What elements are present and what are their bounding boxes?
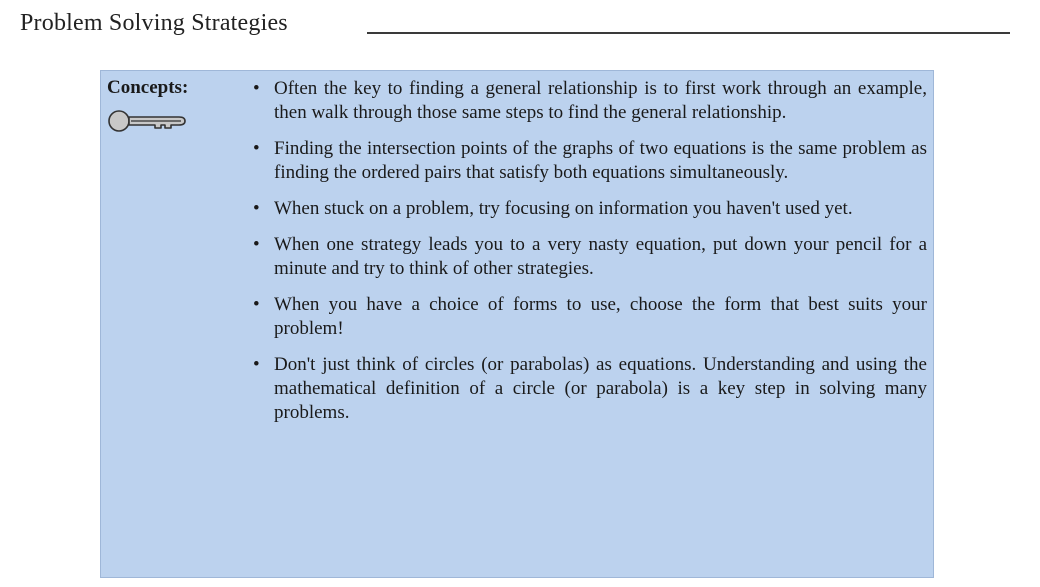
- bullet-icon: •: [253, 294, 260, 315]
- bullet-icon: •: [253, 354, 260, 375]
- bullet-icon: •: [253, 234, 260, 255]
- concept-text: Finding the intersection points of the graphs of two equations is the same problem as finding the ordered pairs that satisfy both equations simultaneously.: [274, 138, 927, 183]
- list-item: [251, 233, 927, 281]
- concept-text: When stuck on a problem, try focusing on information you haven't used yet.: [274, 198, 853, 219]
- page-title: Problem Solving Strategies: [20, 10, 288, 36]
- list-item: [251, 197, 927, 221]
- concept-text: Often the key to finding a general relationship is to first work through an example, then walk through those same steps to find the general relationship.: [274, 78, 927, 123]
- concept-text: When you have a choice of forms to use, choose the form that best suits your problem!: [274, 294, 927, 339]
- list-item: [251, 77, 927, 125]
- concepts-label: Concepts:: [107, 77, 189, 98]
- concepts-box: [100, 70, 934, 578]
- concept-text: Don't just think of circles (or parabolas) as equations. Understanding and using the mathematical definition of a circle (or parabola) is a key step in solving many problems.: [274, 354, 927, 423]
- key-icon: [107, 109, 187, 133]
- page-header: [20, 6, 1010, 46]
- list-item: [251, 293, 927, 341]
- bullet-icon: •: [253, 78, 260, 99]
- bullet-icon: •: [253, 198, 260, 219]
- bullet-icon: •: [253, 138, 260, 159]
- list-item: [251, 137, 927, 185]
- concept-text: When one strategy leads you to a very nasty equation, put down your pencil for a minute and try to think of other strategies.: [274, 234, 927, 279]
- header-rule: [367, 32, 1010, 34]
- list-item: [251, 353, 927, 425]
- concepts-list: [251, 77, 927, 437]
